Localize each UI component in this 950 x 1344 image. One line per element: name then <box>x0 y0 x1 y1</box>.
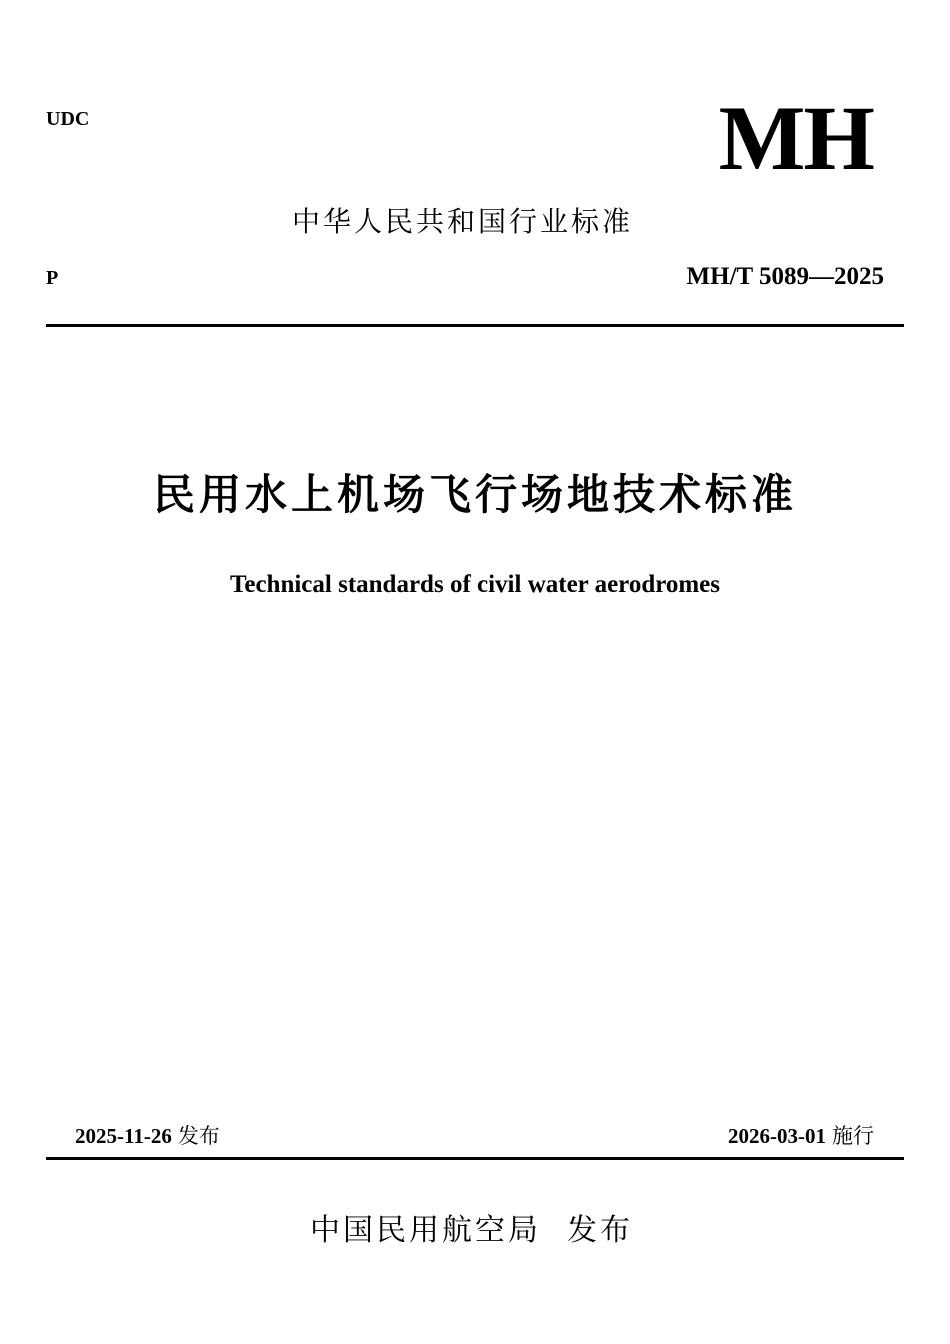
udc-label: UDC <box>46 108 90 130</box>
issue-label: 发布 <box>177 1124 220 1148</box>
effective-label: 施行 <box>832 1124 874 1148</box>
effective-date: 2026-03-01 <box>728 1124 826 1148</box>
publisher-name: 中国民用航空局 <box>310 1213 541 1248</box>
effective-date-line <box>728 1120 874 1150</box>
bottom-divider <box>46 1157 904 1160</box>
publish-label: 发布 <box>567 1213 633 1248</box>
mh-standard-mark: MH <box>718 87 873 189</box>
classification-code: P <box>46 267 59 289</box>
standard-number: MH/T 5089—2025 <box>686 263 884 290</box>
title-english: Technical standards of civil water aerodromes <box>229 571 721 598</box>
title-chinese: 民用水上机场飞行场地技术标准 <box>152 470 797 519</box>
issue-date: 2025-11-26 <box>75 1124 172 1148</box>
top-divider <box>46 324 904 327</box>
publisher-line <box>310 1205 633 1249</box>
issue-date-line <box>75 1120 220 1150</box>
industry-standard-heading: 中华人民共和国行业标准 <box>292 205 634 238</box>
